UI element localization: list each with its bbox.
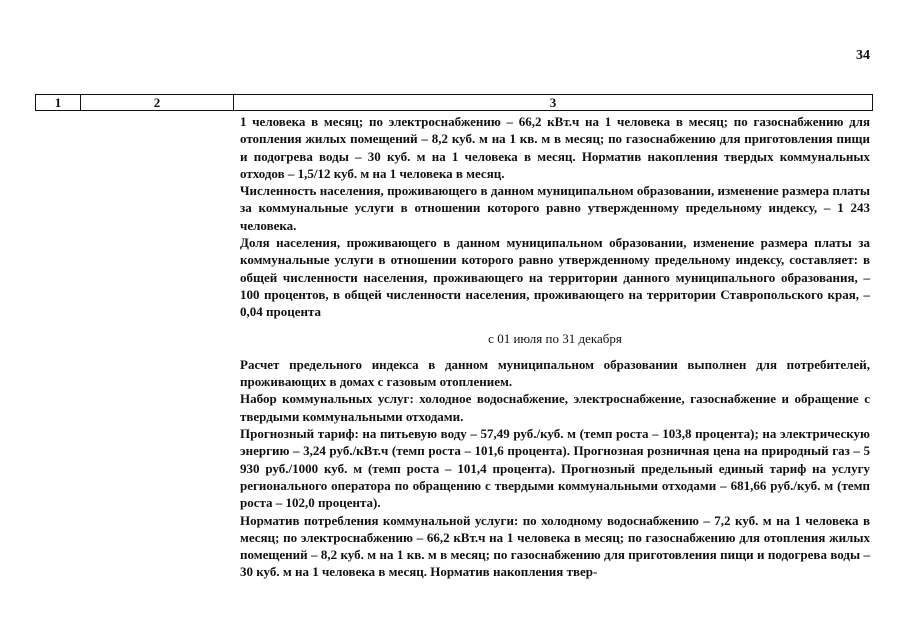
paragraph-services-set: Набор коммунальных услуг: холодное водоснабжение, электроснабжение, газоснабжение и обращение с твердыми коммунальными отходами.: [240, 391, 870, 424]
table-column-header-row: [35, 94, 873, 111]
paragraph-population-count: Численность населения, проживающего в данном муниципальном образовании, изменение размера платы за коммунальные услуги в отношении которого равно утвержденному предельному индексу, – 1 243 человека.: [240, 183, 870, 233]
column-number-2: 2: [81, 95, 234, 110]
paragraph-consumption-norms-continued: 1 человека в месяц; по электроснабжению – 66,2 кВт.ч на 1 человека в месяц; по газоснабжению для отопления жилых помещений – 8,2 куб. м на 1 кв. м в месяц; по газоснабжению для приготовления пищи и подогрева воды – 30 куб. м на 1 человека в месяц. Норматив накопления твердых коммунальных отходов – 1,5/12 куб. м на 1 человека в месяц.: [240, 114, 870, 181]
paragraph-consumption-norms: Норматив потребления коммунальной услуги: по холодному водоснабжению – 7,2 куб. м на 1 человека в месяц; по электроснабжению – 66,2 кВт.ч на 1 человека в месяц; по газоснабжению для отопления жилых помещений – 8,2 куб. м на 1 кв. м в месяц; по газоснабжению для приготовления пищи и подогрева воды – 30 куб. м на 1 человека в месяц. Норматив накопления твер-: [240, 512, 870, 580]
page-number: 34: [856, 48, 870, 63]
column-number-3: 3: [549, 94, 557, 110]
paragraph-forecast-tariff: Прогнозный тариф: на питьевую воду – 57,49 руб./куб. м (темп роста – 103,8 процента); на электрическую энергию – 3,24 руб./кВт.ч (темп роста – 101,6 процента). Прогнозная розничная цена на природный газ – 5 930 руб./1000 куб. м (темп роста – 101,4 процента). Прогнозный предельный единый тариф на услугу регионального оператора по обращению с твердыми коммунальными отходами – 681,66 руб./куб. м (темп роста – 102,0 процента).: [240, 426, 870, 511]
document-body: [240, 113, 870, 581]
paragraph-population-share: Доля населения, проживающего в данном муниципальном образовании, изменение размера платы за коммунальные услуги в отношении которого равно утвержденному предельному индексу, составляет: в общей численности населения, проживающего на территории данного муниципального образования, – 100 процентов, в общей численности населения, проживающего на территории Ставропольского края, – 0,04 процента: [240, 235, 870, 320]
paragraph-index-calculation: Расчет предельного индекса в данном муниципальном образовании выполнен для потребителей, проживающих в домах с газовым отоплением.: [240, 356, 870, 390]
column-number-1: 1: [36, 95, 81, 110]
section-heading-period: с 01 июля по 31 декабря: [488, 330, 622, 346]
